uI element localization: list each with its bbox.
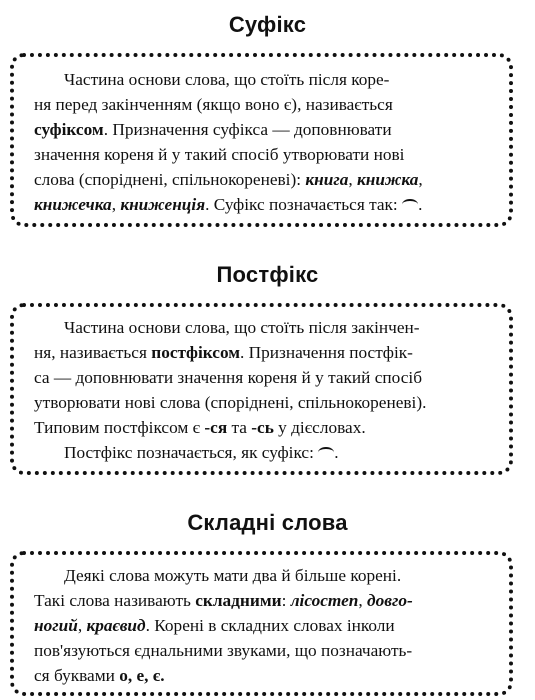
suffix-definition-box (10, 53, 513, 227)
section-title-compound-words: Складні слова (187, 510, 348, 535)
line: Такі слова називають складними: лісостеп, довго- (34, 591, 413, 610)
line: книжечка, книженція. Суфікс позначається так: . (34, 195, 423, 214)
compound-words-box (10, 551, 513, 696)
text-segment: Частина основи слова, що стоїть після коре- (64, 70, 390, 89)
line: суфіксом. Призначення суфікса — доповнювати (34, 120, 392, 139)
example-word: ногий (34, 616, 78, 635)
line (34, 70, 389, 89)
line (34, 318, 420, 337)
compound-words-text (34, 563, 495, 688)
bold-term: постфіксом (151, 343, 241, 362)
bold-term: складними (195, 591, 282, 610)
line: пов'язуються єднальними звуками, що позначають- (34, 641, 413, 660)
line: слова (споріднені, спільнокореневі): книга, книжка, (34, 170, 423, 189)
suffix-mark-icon (402, 199, 418, 210)
line: ня перед закінченням (якщо воно є), називається (34, 95, 393, 114)
example-word: краєвид (86, 616, 146, 635)
postfix-example: -сь (251, 418, 274, 437)
suffix-mark-icon (318, 447, 334, 458)
example-word: книга (305, 170, 349, 189)
text-segment: Деякі слова можуть мати два й більше корені. (64, 566, 402, 585)
postfix-definition-text (34, 315, 495, 465)
line: ня, називається постфіксом. Призначення постфік- (34, 343, 413, 362)
postfix-example: -ся (204, 418, 228, 437)
suffix-definition-text (34, 67, 495, 217)
line: ся буквами о, е, є. (34, 666, 165, 685)
example-word: книжечка (34, 195, 112, 214)
example-word: книжка (356, 170, 419, 189)
line: утворювати нові слова (споріднені, спільнокореневі). (34, 393, 427, 412)
bold-term: суфіксом (34, 120, 104, 139)
postfix-definition-box (10, 303, 513, 475)
section-title-postfix: Постфікс (216, 262, 319, 287)
line: значення кореня й у такий спосіб утворювати нові (34, 145, 405, 164)
example-word: книженція (120, 195, 206, 214)
line: Постфікс позначається, як суфікс: . (64, 443, 339, 462)
example-word: лісостеп (290, 591, 359, 610)
line: са — доповнювати значення кореня й у такий спосіб (34, 368, 422, 387)
line (34, 566, 401, 585)
section-title-suffix: Суфікс (228, 12, 307, 37)
text-segment: Частина основи слова, що стоїть після закінчен- (64, 318, 420, 337)
connecting-letters: о, е, є. (119, 666, 165, 685)
line: Типовим постфіксом є -ся та -сь у дієсловах. (34, 418, 366, 437)
line: ногий, краєвид. Корені в складних словах інколи (34, 616, 395, 635)
example-word: довго- (367, 591, 413, 610)
